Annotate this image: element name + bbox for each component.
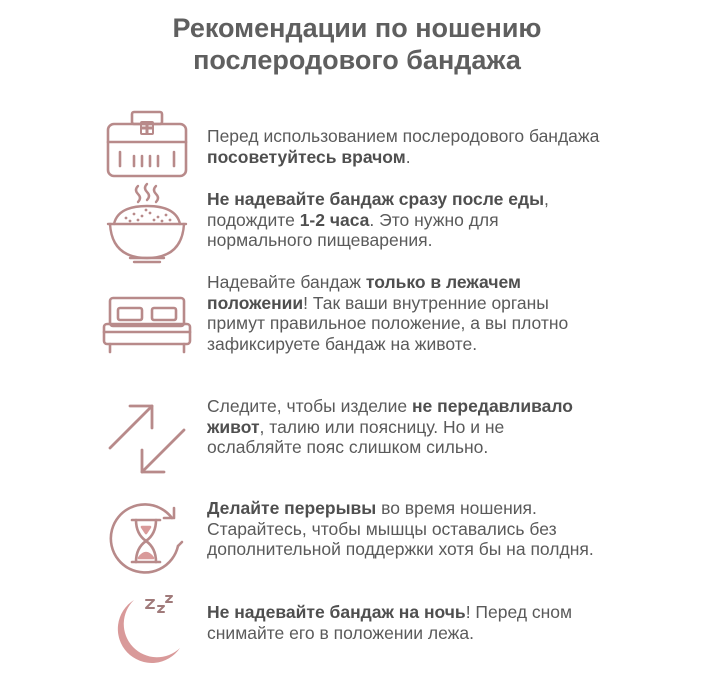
recommendation-text	[207, 498, 602, 560]
text-part: .	[405, 146, 411, 167]
recommendation-text	[207, 602, 602, 643]
recommendation-text	[207, 126, 602, 167]
text-part-bold: Делайте перерывы	[207, 498, 377, 518]
first-aid-kit-icon	[102, 108, 192, 180]
recommendation-text	[207, 189, 602, 251]
text-part: Следите, чтобы изделие	[207, 396, 412, 416]
recommendation-text	[207, 272, 602, 354]
moon-sleep-icon	[102, 592, 192, 672]
text-part: , талию или поясницу. Но и не ослабляйте пояс слишком сильно.	[207, 416, 505, 457]
hourglass-timer-icon	[102, 500, 192, 582]
hot-food-bowl-icon	[102, 182, 192, 268]
text-part: , подождите	[207, 189, 549, 230]
text-part-bold: Не надевайте бандаж сразу после еды	[207, 189, 545, 209]
text-part: во время ношения. Старайтесь, чтобы мышцы оставались без дополнительной поддержки хотя бы на полдня.	[207, 498, 594, 559]
text-part: Перед использованием послеродового бандажа	[207, 126, 600, 146]
text-part-bold: 1-2 часа	[299, 209, 370, 230]
text-part: ! Перед сном снимайте его в положении лежа.	[207, 602, 573, 643]
text-part: . Это нужно для нормального пищеварения.	[207, 209, 499, 250]
page-title	[0, 12, 714, 76]
recommendation-text	[207, 396, 602, 458]
text-part-bold: только в лежачем положении	[207, 272, 521, 313]
text-part-bold: Не надевайте бандаж на ночь	[207, 602, 466, 622]
text-part: ! Так ваши внутренние органы примут правильное положение, а вы плотно зафиксируете бандаж на животе.	[207, 292, 569, 354]
title-line-2: послеродового бандажа	[193, 45, 521, 75]
text-part-bold: не передавливало живот	[207, 396, 573, 437]
text-part-bold: посоветуйтесь врачом	[207, 146, 406, 167]
arrows-expand-compress-icon	[102, 398, 192, 480]
bed-icon	[102, 294, 192, 354]
title-line-1: Рекомендации по ношению	[172, 13, 542, 43]
text-part: Надевайте бандаж	[207, 272, 366, 292]
